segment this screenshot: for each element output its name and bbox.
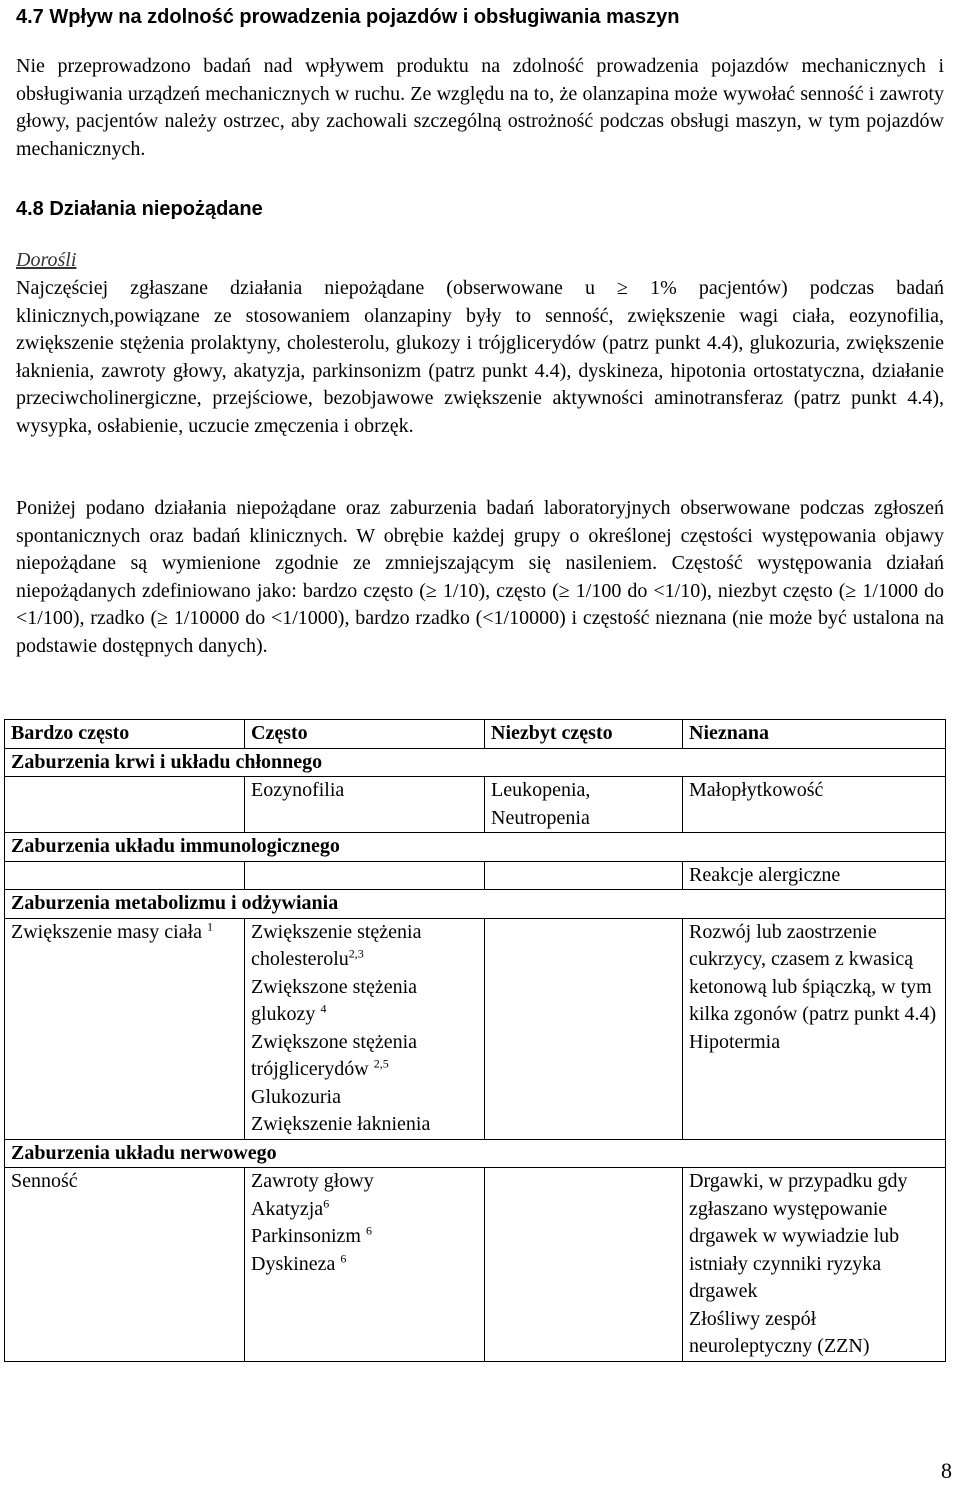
table-row — [5, 777, 946, 833]
metab-glucose: Zwiększone stężenia glukozy — [251, 975, 418, 1025]
cell — [245, 861, 485, 890]
metab-diabetes: Rozwój lub zaostrzenie cukrzycy, czasem z kwasicą ketonową lub śpiączką, w tym kilka zgonów (patrz punkt 4.4) — [689, 920, 937, 1025]
paragraph-adverse-summary: Najczęściej zgłaszane działania niepożądane (obserwowane u ≥ 1% pacjentów) podczas badań klinicznych,powiązane ze stosowaniem olanzapiny były to senność, zwiększenie wagi ciała, eozynofilia, zwiększenie stężenia prolaktyny, cholesterolu, glukozy i trójglicerydów (patrz punkt 4.4), glukozuria, zwiększenie łaknienia, zawroty głowy, akatyzja, parkinsonizm (patrz punkt 4.4), dyskineza, hipotonia ortostatyczna, działanie przeciwcholinergiczne, przejściowe, bezobjawowe zwiększenie aktywności aminotransferaz (patrz punkt 4.4), wysypka, osłabienie, uczucie zmęczenia i obrzęk. — [16, 277, 944, 437]
cell — [245, 1168, 485, 1362]
metab-cholesterol: Zwiększenie stężenia cholesterolu — [251, 920, 422, 970]
header-uncommon: Niezbyt często — [485, 720, 683, 749]
section-row — [5, 833, 946, 862]
cell: Reakcje alergiczne — [683, 861, 946, 890]
table-row — [5, 861, 946, 890]
nerv-item: Zawroty głowy — [251, 1170, 374, 1192]
footnote-ref: 2,3 — [348, 946, 364, 961]
metab-weight: Zwiększenie masy ciała — [11, 920, 203, 943]
section-nervous: Zaburzenia układu nerwowego — [5, 1139, 946, 1168]
cell — [485, 1168, 683, 1362]
cell — [485, 918, 683, 1139]
nerv-parkinsonism: Parkinsonizm — [251, 1225, 361, 1247]
header-common: Często — [245, 720, 485, 749]
section-row — [5, 890, 946, 919]
nerv-item — [251, 1251, 478, 1279]
metab-item — [251, 919, 478, 974]
metab-hypothermia: Hipotermia — [689, 1030, 781, 1053]
section-metabolism: Zaburzenia metabolizmu i odżywiania — [5, 890, 946, 919]
table-row — [5, 1168, 946, 1362]
metab-item — [251, 1029, 478, 1084]
metab-item — [251, 974, 478, 1029]
paragraph-frequency-definition: Poniżej podano działania niepożądane oraz zaburzenia badań laboratoryjnych obserwowane podczas zgłoszeń spontanicznych oraz badań klinicznych. W obrębie każdej grupy o określonej częstości występowania objawy niepożądane są wymienione zgodnie ze zmniejszającym się nasileniem. Częstość występowania działań niepożądanych zdefiniowano jako: bardzo często (≥ 1/10), często (≥ 1/100 do <1/10), niezbyt często (≥ 1/1000 do <1/100), rzadko (≥ 1/10000 do <1/1000), bardzo rzadko (<1/10000) i częstość nieznana (nie może być ustalona na podstawie dostępnych danych). — [16, 497, 944, 657]
cell: Senność — [5, 1168, 245, 1362]
cell — [5, 918, 245, 1139]
metab-triglycerides: Zwiększone stężenia trójglicerydów — [251, 1030, 418, 1080]
nerv-akathisia: Akatyzja — [251, 1197, 324, 1220]
footnote-ref: 2,5 — [373, 1056, 389, 1071]
nerv-item — [251, 1223, 478, 1251]
footnote-ref: 1 — [207, 918, 214, 933]
metab-item: Zwiększenie łaknienia — [251, 1113, 431, 1135]
section-immune: Zaburzenia układu immunologicznego — [5, 833, 946, 862]
cell: Eozynofilia — [245, 777, 485, 833]
cell: Małopłytkowość — [683, 777, 946, 833]
section-heading-4-7: 4.7 Wpływ na zdolność prowadzenia pojazdów i obsługiwania maszyn — [16, 6, 680, 28]
header-very-common: Bardzo często — [5, 720, 245, 749]
paragraph-driving: Nie przeprowadzono badań nad wpływem produktu na zdolność prowadzenia pojazdów mechanicznych i obsługiwania urządzeń mechanicznych w ruchu. Ze względu na to, że olanzapina może wywołać senność i zawroty głowy, pacjentów należy ostrzec, aby zachowali szczególną ostrożność podczas obsługi maszyn, w tym pojazdów mechanicznych. — [16, 55, 944, 160]
metab-item: Glukozuria — [251, 1085, 341, 1108]
cell — [5, 861, 245, 890]
nerv-dyskinesia: Dyskineza — [251, 1252, 336, 1275]
section-heading-4-8: 4.8 Działania niepożądane — [16, 198, 263, 220]
cell — [485, 861, 683, 890]
cell: Leukopenia, Neutropenia — [485, 777, 683, 833]
subheading-adults: Dorośli — [16, 249, 77, 271]
adverse-events-table — [4, 719, 946, 1362]
footnote-ref: 6 — [366, 1223, 372, 1238]
nerv-item — [251, 1196, 478, 1224]
cell — [683, 1168, 946, 1362]
nerv-nms: Złośliwy zespół neuroleptyczny (ZZN) — [689, 1307, 870, 1357]
footnote-ref: 6 — [340, 1250, 347, 1265]
table-row — [5, 918, 946, 1139]
nerv-seizures: Drgawki, w przypadku gdy zgłaszano występowanie drgawek w wywiadzie lub istniały czynniki ryzyka drgawek — [689, 1170, 908, 1302]
section-row — [5, 1139, 946, 1168]
cell — [5, 777, 245, 833]
section-blood: Zaburzenia krwi i układu chłonnego — [5, 748, 946, 777]
footnote-ref: 6 — [323, 1195, 330, 1210]
footnote-ref: 4 — [320, 1001, 327, 1016]
page-number: 8 — [941, 1458, 952, 1483]
cell — [683, 918, 946, 1139]
header-unknown: Nieznana — [683, 720, 946, 749]
table-header-row — [5, 720, 946, 749]
section-row — [5, 748, 946, 777]
cell — [245, 918, 485, 1139]
